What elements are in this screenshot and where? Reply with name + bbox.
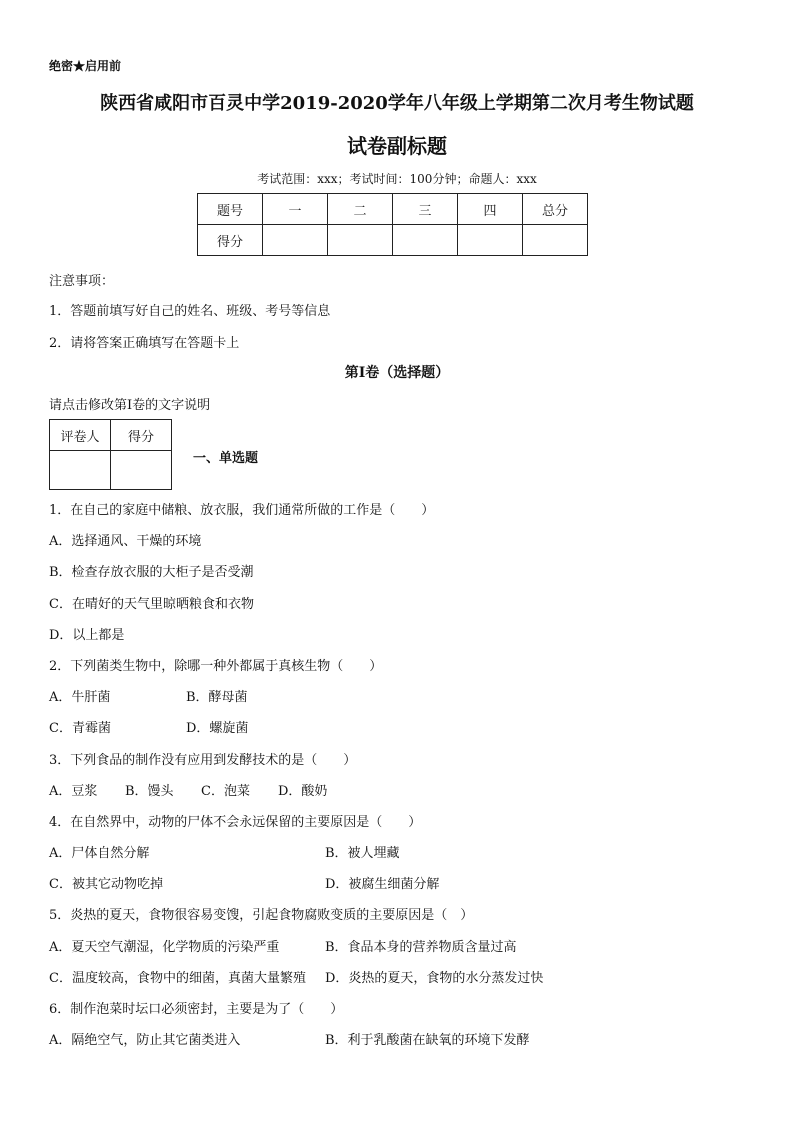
score-cell [328,225,393,256]
score-table [197,193,588,256]
question-option: C．被其它动物吃掉 [49,877,163,892]
section-title: 一、单选题 [193,451,259,466]
notice-item: 1．答题前填写好自己的姓名、班级、考号等信息 [49,304,331,319]
question-option: A．尸体自然分解 [49,846,150,861]
exam-title: 陕西省咸阳市百灵中学2019-2020学年八年级上学期第二次月考生物试题 [100,93,694,114]
grader-header: 评卷人 [50,420,111,451]
question-option: C．青霉菌 [49,721,111,736]
question-option: C．温度较高，食物中的细菌，真菌大量繁殖 [49,971,306,986]
secret-mark: 绝密★启用前 [49,59,122,73]
question-option: C．泡菜 [201,784,250,799]
notice-title: 注意事项： [49,274,115,289]
question-stem: 2．下列菌类生物中，除哪一种外都属于真核生物（ ） [49,659,383,674]
question-option: B．检查存放衣服的大柜子是否受潮 [49,565,254,580]
question-option: B．馒头 [125,784,174,799]
grader-score-cell [111,451,172,490]
question-option: A．夏天空气潮湿，化学物质的污染严重 [49,940,280,955]
grader-table [49,419,172,490]
score-cell [458,225,523,256]
question-option: D．炎热的夏天，食物的水分蒸发过快 [325,971,544,986]
score-header-cell: 三 [393,194,458,225]
score-header-cell: 一 [263,194,328,225]
question-option: B．被人埋藏 [325,846,400,861]
question-option: B．食品本身的营养物质含量过高 [325,940,517,955]
part-title: 第I卷（选择题） [344,365,450,381]
score-header-cell: 题号 [198,194,263,225]
question-option: D．螺旋菌 [186,721,249,736]
question-stem: 6．制作泡菜时坛口必须密封，主要是为了（ ） [49,1002,344,1017]
score-cell [393,225,458,256]
question-option: A．牛肝菌 [49,690,111,705]
score-cell [523,225,588,256]
score-header: 得分 [111,420,172,451]
question-option: A．豆浆 [49,784,98,799]
question-stem: 1．在自己的家庭中储粮、放衣服，我们通常所做的工作是（ ） [49,503,435,518]
score-header-cell: 总分 [523,194,588,225]
score-cell [263,225,328,256]
notice-item: 2．请将答案正确填写在答题卡上 [49,336,240,351]
part-description[interactable]: 请点击修改第I卷的文字说明 [49,398,211,413]
score-row-label: 得分 [198,225,263,256]
question-option: A．选择通风、干燥的环境 [49,534,202,549]
question-stem: 4．在自然界中，动物的尸体不会永远保留的主要原因是（ ） [49,815,422,830]
question-option: D．酸奶 [278,784,328,799]
question-stem: 5．炎热的夏天，食物很容易变馊，引起食物腐败变质的主要原因是（ ） [49,908,474,923]
score-table-score-row [198,225,588,256]
question-stem: 3．下列食品的制作没有应用到发酵技术的是（ ） [49,753,357,768]
question-option: B．酵母菌 [186,690,248,705]
question-option: C．在晴好的天气里晾晒粮食和衣物 [49,597,254,612]
question-option: B．利于乳酸菌在缺氧的环境下发酵 [325,1033,530,1048]
grader-cell [50,451,111,490]
score-header-cell: 四 [458,194,523,225]
question-option: D．以上都是 [49,628,125,643]
exam-subtitle: 试卷副标题 [347,134,447,158]
question-option: A．隔绝空气，防止其它菌类进入 [49,1033,241,1048]
exam-info: 考试范围：xxx；考试时间：100分钟；命题人：xxx [257,172,537,186]
score-table-header-row [198,194,588,225]
score-header-cell: 二 [328,194,393,225]
question-option: D．被腐生细菌分解 [325,877,440,892]
